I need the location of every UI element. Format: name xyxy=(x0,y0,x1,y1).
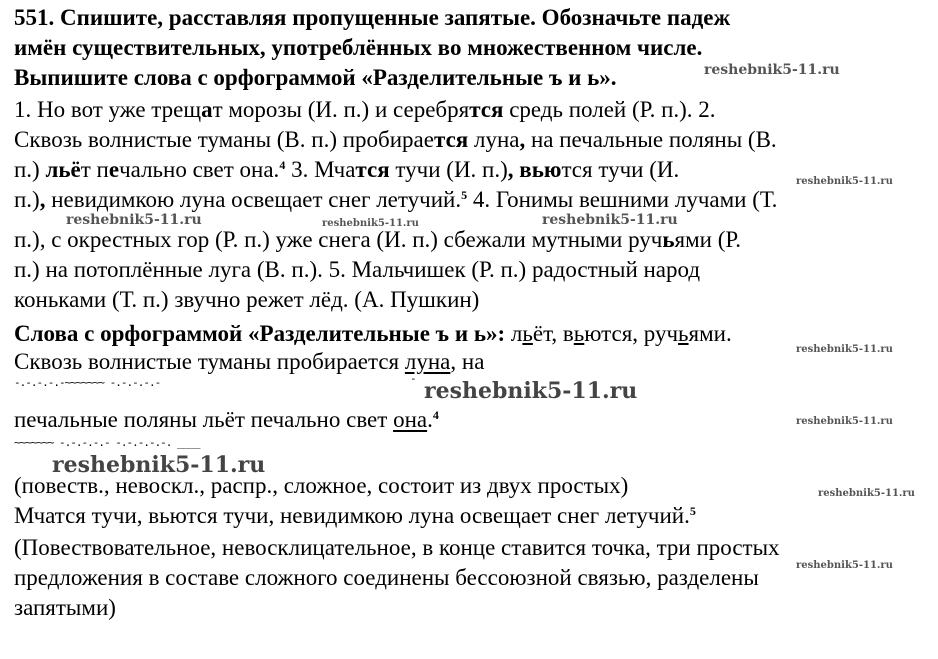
watermark: reshebnik5-11.ru xyxy=(52,452,266,478)
text-line-4: п.), невидимкою луна освещает снег летучий.$^5$ 4. Гонимы вешними лучами (Т. xyxy=(14,187,778,212)
analysis-paren-2c: запятыми) xyxy=(14,595,116,620)
text-line-7: коньками (Т. п.) звучно режет лёд. (А. Пушкин) xyxy=(14,287,480,312)
text-line-2: Сквозь волнистые туманы (В. п.) пробирается луна, на печальные поляны (В. xyxy=(14,127,777,152)
watermark: reshebnik5-11.ru xyxy=(542,212,678,228)
analysis-paren-2a: (Повествовательное, невосклицательное, в конце ставится точка, три простых xyxy=(14,535,780,560)
watermark: reshebnik5-11.ru xyxy=(796,176,893,187)
watermark: reshebnik5-11.ru xyxy=(66,212,202,228)
underline-marks-1: -.-.-.-.-~~~~~~~ -.-.-.-.- xyxy=(14,376,161,389)
text-line-3: п.) льёт печально свет она.$^4$ 3. Мчатся тучи (И. п.), вьются тучи (И. xyxy=(14,157,680,182)
analysis-line-3: Мчатся тучи, вьются тучи, невидимкою луна освещает снег летучий.$^5$ xyxy=(14,503,696,528)
watermark: reshebnik5-11.ru xyxy=(424,378,638,404)
watermark: reshebnik5-11.ru xyxy=(818,488,915,499)
watermark: reshebnik5-11.ru xyxy=(796,344,893,355)
analysis-paren-2b: предложения в составе сложного соединены бессоюзной связью, разделены xyxy=(14,565,759,590)
answer-title: Слова с орфограммой «Разделительные ъ и ь»: xyxy=(14,321,506,346)
analysis-line-2: печальные поляны льёт печально свет она.$^4$ xyxy=(14,407,439,432)
answer-line: Слова с орфограммой «Разделительные ъ и ь»: льёт, вьются, ручьями. xyxy=(14,321,732,346)
underline-marks-2: - xyxy=(410,372,416,385)
text-line-5: п.), с окрестных гор (Р. п.) уже снега (И. п.) сбежали мутными ручьями (Р. xyxy=(14,227,742,252)
watermark: reshebnik5-11.ru xyxy=(796,416,893,427)
underline-marks-3: ~~~~~~~ -.-.-.-.- -.-.-.-.-. ____ xyxy=(14,436,200,449)
analysis-line-1: Сквозь волнистые туманы пробирается луна, на xyxy=(14,349,485,374)
task-line-1: 551. Спишите, расставляя пропущенные запятые. Обозначьте падеж xyxy=(14,5,731,30)
text-line-1: 1. Но вот уже трещат морозы (И. п.) и серебрятся средь полей (Р. п.). 2. xyxy=(14,97,716,122)
watermark: reshebnik5-11.ru xyxy=(322,218,419,229)
analysis-paren-1: (повеств., невоскл., распр., сложное, состоит из двух простых) xyxy=(14,473,629,498)
watermark: reshebnik5-11.ru xyxy=(704,62,840,78)
text-line-6: п.) на потоплённые луга (В. п.). 5. Мальчишек (Р. п.) радостный народ xyxy=(14,257,701,282)
watermark: reshebnik5-11.ru xyxy=(796,560,893,571)
task-line-3: Выпишите слова с орфограммой «Разделительные ъ и ь». xyxy=(14,65,617,90)
task-line-2: имён существительных, употреблённых во множественном числе. xyxy=(14,35,703,60)
